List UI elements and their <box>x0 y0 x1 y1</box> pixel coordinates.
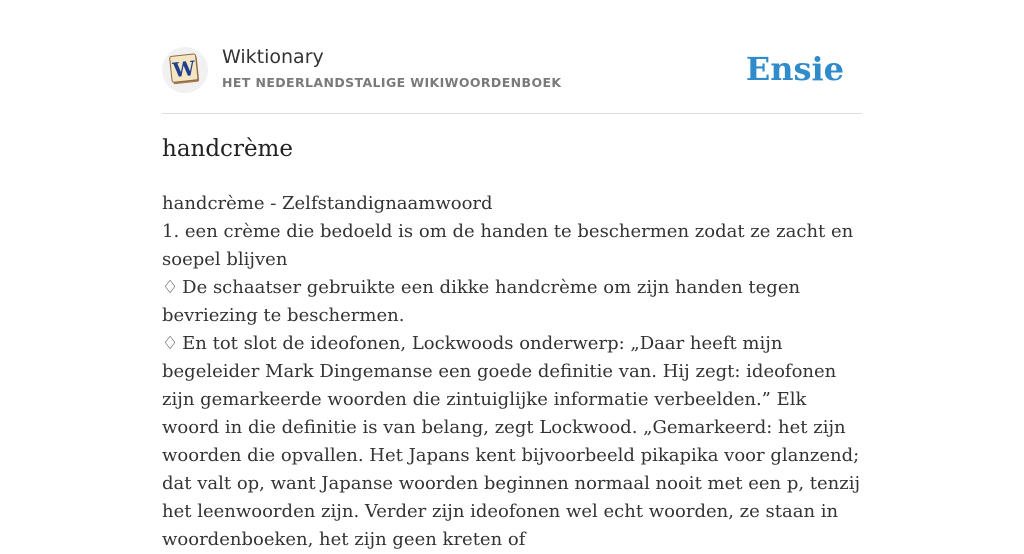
example-text: En tot slot de ideofonen, Lockwoods onderwerp: „Daar heeft mijn begeleider Mark Dingemanse een goede definitie van. Hij zegt: ideofonen zijn gemarkeerde woorden die zintuiglijke informatie verbeelden.” Elk woord in die definitie is van belang, zegt Lockwood. „Gemarkeerd: het zijn woorden die opvallen. Het Japans kent bijvoorbeeld pikapika voor glanzend; dat valt op, want Japanse woorden beginnen normaal nooit met een p, tenzij het leenwoorden zijn. Verder zijn ideofonen wel echt woorden, ze staan in woordenboeken, het zijn geen kreten of <box>162 333 861 550</box>
entry-heading: handcrème - Zelfstandignaamwoord <box>162 193 493 214</box>
site-name[interactable]: Wiktionary <box>222 46 324 68</box>
entry-content <box>162 190 862 554</box>
ensie-brand-logo[interactable]: Ensie <box>745 50 844 88</box>
site-tagline: HET NEDERLANDSTALIGE WIKIWOORDENBOEK <box>222 75 562 90</box>
entry-definition: 1. een crème die bedoeld is om de handen te beschermen zodat ze zacht en soepel blijven <box>162 221 854 270</box>
example-marker-icon: ♢ <box>162 277 179 298</box>
example-item <box>162 330 862 554</box>
wiktionary-logo-icon[interactable] <box>162 47 208 93</box>
site-header <box>162 44 862 96</box>
example-text: De schaatser gebruikte een dikke handcrème om zijn handen tegen bevriezing te beschermen. <box>162 277 801 326</box>
example-marker-icon: ♢ <box>162 333 179 354</box>
wiktionary-logo-graphic <box>162 47 208 93</box>
header-divider <box>162 113 862 114</box>
example-item <box>162 274 862 330</box>
page-title: handcrème <box>162 136 293 162</box>
logo-letter: W <box>171 56 197 83</box>
